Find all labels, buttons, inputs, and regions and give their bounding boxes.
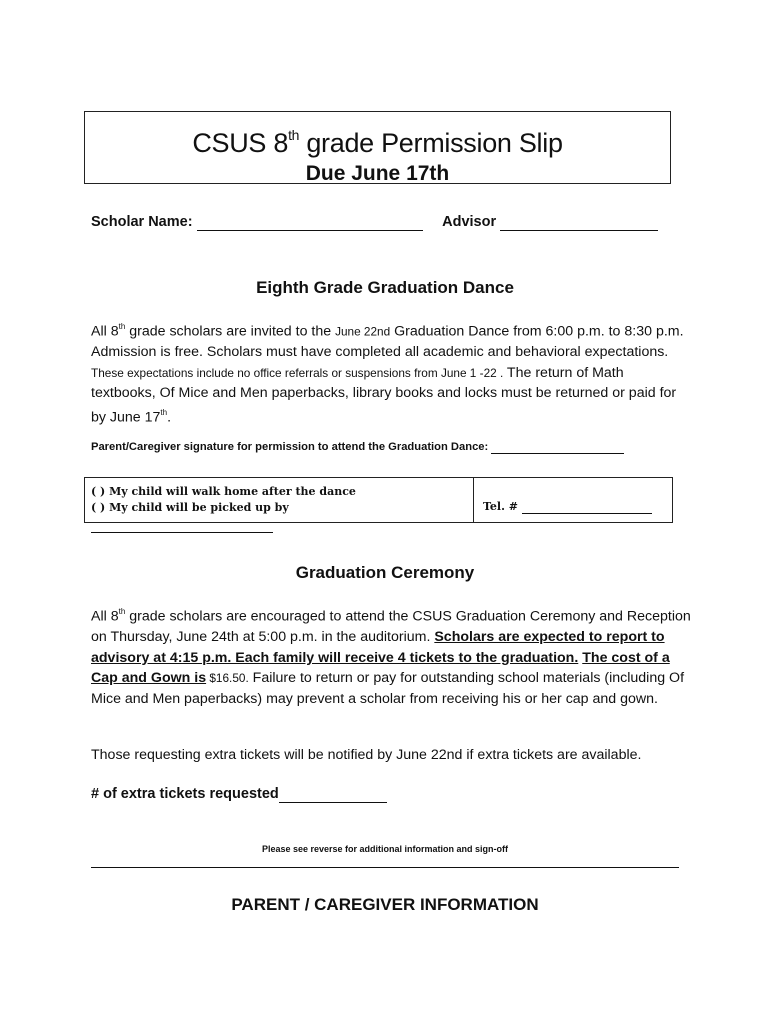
title-box [84, 111, 671, 184]
dance-signature-field[interactable] [491, 441, 624, 454]
ceremony-heading: Graduation Ceremony [295, 563, 475, 582]
title-prefix: CSUS 8 [192, 128, 289, 158]
tel-field[interactable] [522, 500, 652, 514]
dance-signature-label: Parent/Caregiver signature for permission to attend the Graduation Dance: [91, 441, 489, 453]
reverse-note: Please see reverse for additional information and sign-off [261, 844, 509, 854]
scholar-name-field[interactable] [197, 214, 423, 231]
extra-tickets-label: # of extra tickets requested [91, 786, 279, 802]
dance-paragraph: All 8th grade scholars are invited to the June 22nd Graduation Dance from 6:00 p.m. to 8:30 p.m. Admission is free. Scholars must have completed all academic and behavioral expectations. These expectations include no office referrals or suspensions from June 1 -22 . The return of Math textbooks, Of Mice and Men paperbacks, library books and locks must be returned or paid for by June 17th. [91, 322, 684, 426]
title-sup: th [288, 127, 300, 143]
extra-tickets-row [91, 786, 387, 803]
dance-signature-row [91, 441, 624, 454]
title-suffix: grade Permission Slip [299, 128, 563, 158]
telephone-cell [474, 478, 672, 522]
divider-line [91, 867, 679, 868]
pickup-person-field[interactable] [91, 516, 273, 533]
page-title [85, 121, 670, 159]
pickup-options [85, 478, 474, 522]
parent-info-heading: PARENT / CAREGIVER INFORMATION [231, 895, 539, 914]
scholar-name-label: Scholar Name: [91, 214, 193, 230]
pickup-table [84, 477, 673, 523]
walk-home-option[interactable]: ( ) My child will walk home after the dance [91, 485, 356, 498]
tel-label: Tel. # [483, 500, 518, 513]
dance-heading: Eighth Grade Graduation Dance [256, 278, 514, 297]
due-date: Due June 17th [305, 162, 450, 185]
ceremony-paragraph: All 8th grade scholars are encouraged to attend the CSUS Graduation Ceremony and Reception on Thursday, June 24th at 5:00 p.m. in the auditorium. Scholars are expected to report to advisory at 4:15 p.m. Each family will receive 4 tickets to the graduation. The cost of a Cap and Gown is $16.50. Failure to return or pay for outstanding school materials (including Of Mice and Men paperbacks) may prevent a scholar from receiving his or her cap and gown. [91, 607, 691, 707]
picked-up-option[interactable]: ( ) My child will be picked up by [91, 500, 473, 533]
extra-tickets-field[interactable] [279, 786, 387, 803]
extra-tickets-note: Those requesting extra tickets will be notified by June 22nd if extra tickets are available. [91, 747, 642, 763]
scholar-row [91, 214, 658, 231]
advisor-label: Advisor [442, 214, 497, 230]
advisor-field[interactable] [500, 214, 658, 231]
